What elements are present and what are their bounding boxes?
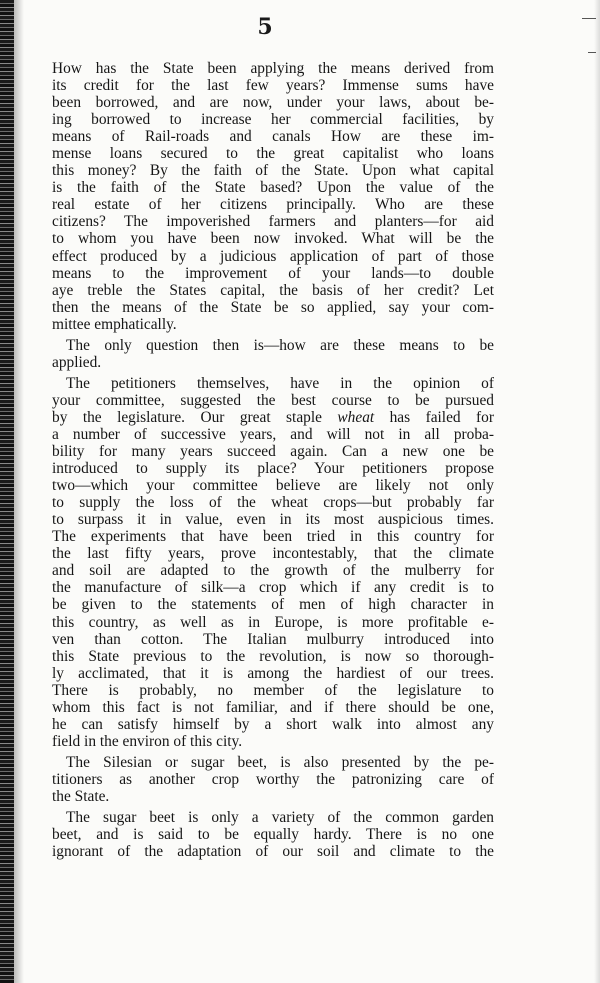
paragraph [52,754,494,805]
text-line: two—which your committee believe are likely not only [52,477,494,495]
paragraph [52,60,494,333]
text-line: citizens? The impoverished farmers and planters—for aid [52,213,494,231]
text-line: The Silesian or sugar beet, is also presented by the pe- [66,753,494,771]
text-line: its credit for the last few years? Immense sums have [52,77,494,95]
paragraph [52,375,494,750]
text-line: this country, as well as in Europe, is more profitable e- [52,613,494,631]
text-line: bility for many years succeed again. Can a new one be [52,443,494,461]
text-line: introduced to supply its place? Your petitioners propose [52,460,494,478]
text-line: ignorant of the adaptation of our soil and climate to the [52,843,494,861]
page-number: 5 [257,14,273,40]
text-line: is the faith of the State based? Upon the value of the [52,179,494,197]
text-line: field in the environ of this city. [52,732,243,750]
text-line: The experiments that have been tried in this country for [52,528,494,546]
text-line: There is probably, no member of the legislature to [52,681,494,699]
text-line: by the legislature. Our great staple wheat has failed for [52,408,494,426]
text-line: ven than cotton. The Italian mulburry introduced into [52,630,494,648]
edge-mark [588,52,596,53]
emphasis-word: wheat [337,408,375,426]
text-line: been borrowed, and are now, under your laws, about be- [52,94,494,112]
text-line: The petitioners themselves, have in the opinion of [66,374,494,392]
text-line: the last fifty years, prove incontestably, that the climate [52,545,494,563]
paragraph [52,809,494,860]
text-line: applied. [52,353,102,371]
text-line: aye treble the States capital, the basis of her credit? Let [52,281,494,299]
text-line: to whom you have been now invoked. What will be the [52,230,494,248]
text-line: to supply the loss of the wheat crops—but probably far [52,494,494,512]
text-line: your committee, suggested the best course to be pursued [52,391,494,409]
page-right-edge [594,0,600,983]
text-line: beet, and is said to be equally hardy. There is no one [52,826,494,844]
text-line: How has the State been applying the means derived from [52,60,494,77]
paragraph [52,337,494,371]
text-line: ly acclimated, that it is among the hardiest of our trees. [52,664,494,682]
edge-mark [582,18,596,19]
text-line: ing borrowed to increase her commercial facilities, by [52,111,494,129]
text-line: titioners as another crop worthy the patronizing care of [52,770,494,788]
text-line: effect produced by a judicious application of part of those [52,247,494,265]
text-line: The only question then is—how are these means to be [66,336,494,354]
text-line: this State previous to the revolution, is now so thorough- [52,647,494,665]
body-text [52,60,494,864]
text-line: a number of successive years, and will not in all proba- [52,425,494,443]
text-line: The sugar beet is only a variety of the common garden [66,809,494,827]
text-line: and soil are adapted to the growth of the mulberry for [52,562,494,580]
text-line: whom this fact is not familiar, and if there should be one, [52,698,494,716]
binding-edge [0,0,14,983]
text-line: he can satisfy himself by a short walk into almost any [52,715,494,733]
text-line: means of Rail-roads and canals How are these im- [52,128,494,146]
binding-shadow [14,0,24,983]
text-line: the manufacture of silk—a crop which if any credit is to [52,579,494,597]
text-line: mittee emphatically. [52,315,177,333]
text-line: the State. [52,787,110,805]
text-line: means to the improvement of your lands—to double [52,264,494,282]
text-line: to surpass it in value, even in its most auspicious times. [52,511,494,529]
text-line: real estate of her citizens principally. Who are these [52,196,494,214]
text-line: then the means of the State be so applied, say your com- [52,298,494,316]
text-line: mense loans secured to the great capitalist who loans [52,145,494,163]
text-line: this money? By the faith of the State. Upon what capital [52,162,494,180]
text-line: be given to the statements of men of high character in [52,596,494,614]
